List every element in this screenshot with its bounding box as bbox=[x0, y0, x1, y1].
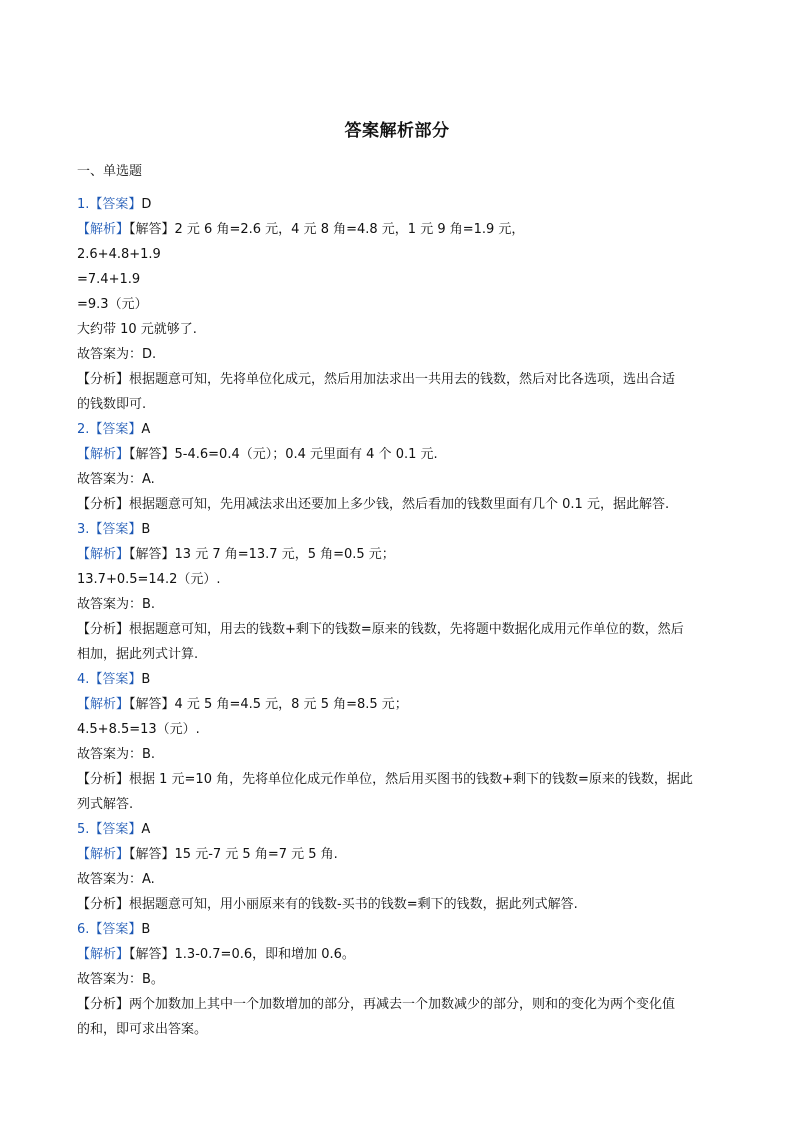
answer-tag: 3.【答案】 bbox=[77, 522, 142, 537]
line-text: 【解答】2 元 6 角=2.6 元，4 元 8 角=4.8 元，1 元 9 角=1.9 元， bbox=[129, 222, 525, 237]
text-line bbox=[77, 442, 722, 467]
answer-tag: 【解析】 bbox=[77, 847, 130, 862]
line-text: =7.4+1.9 bbox=[77, 272, 141, 287]
line-text: 故答案为：B。 bbox=[77, 972, 164, 987]
text-line bbox=[77, 617, 722, 642]
page-title: 答案解析部分 bbox=[344, 121, 450, 141]
text-line bbox=[77, 492, 722, 517]
line-text: =9.3（元） bbox=[77, 297, 148, 312]
answer-tag: 【解析】 bbox=[77, 947, 130, 962]
text-line bbox=[77, 467, 722, 492]
line-text: 的钱数即可. bbox=[77, 397, 147, 412]
text-line bbox=[77, 392, 722, 417]
line-text: 故答案为：A. bbox=[77, 872, 155, 887]
text-line bbox=[77, 417, 722, 442]
line-text: 大约带 10 元就够了. bbox=[77, 322, 197, 337]
answer-tag: 【解析】 bbox=[77, 447, 130, 462]
line-text: 2.6+4.8+1.9 bbox=[77, 247, 161, 262]
text-line bbox=[77, 217, 722, 242]
text-line bbox=[77, 967, 722, 992]
text-line bbox=[77, 942, 722, 967]
line-text: D bbox=[141, 197, 152, 212]
line-text: 【分析】根据 1 元=10 角，先将单位化成元作单位，然后用买图书的钱数+剩下的钱数=原来的钱数，据此 bbox=[77, 772, 693, 787]
text-line bbox=[77, 267, 722, 292]
line-text: 故答案为：D. bbox=[77, 347, 157, 362]
answer-tag: 【解析】 bbox=[77, 547, 130, 562]
text-line bbox=[77, 567, 722, 592]
line-text: 【分析】根据题意可知，用去的钱数+剩下的钱数=原来的钱数，先将题中数据化成用元作单位的数，然后 bbox=[77, 622, 684, 637]
line-text: 【分析】根据题意可知，先用减法求出还要加上多少钱，然后看加的钱数里面有几个 0.1 元，据此解答. bbox=[77, 497, 670, 512]
line-text: 列式解答. bbox=[77, 797, 134, 812]
section-heading: 一、单选题 bbox=[77, 164, 143, 179]
text-line bbox=[77, 742, 722, 767]
answer-tag: 5.【答案】 bbox=[77, 822, 142, 837]
line-text: 13.7+0.5=14.2（元）. bbox=[77, 572, 221, 587]
text-line bbox=[77, 342, 722, 367]
answer-lines bbox=[77, 192, 722, 1042]
line-text: 故答案为：A. bbox=[77, 472, 155, 487]
line-text: B bbox=[141, 922, 151, 937]
line-text: 【分析】两个加数加上其中一个加数增加的部分，再减去一个加数减少的部分，则和的变化为两个变化值 bbox=[77, 997, 676, 1012]
line-text: B bbox=[141, 672, 151, 687]
line-text: 【分析】根据题意可知，用小丽原来有的钱数-买书的钱数=剩下的钱数，据此列式解答. bbox=[77, 897, 578, 912]
answer-tag: 4.【答案】 bbox=[77, 672, 142, 687]
line-text: 【解答】5-4.6=0.4（元）；0.4 元里面有 4 个 0.1 元. bbox=[129, 447, 438, 462]
text-line bbox=[77, 767, 722, 792]
line-text: 故答案为：B. bbox=[77, 747, 156, 762]
line-text: 故答案为：B. bbox=[77, 597, 156, 612]
text-line bbox=[77, 717, 722, 742]
text-line bbox=[77, 517, 722, 542]
line-text: 【解答】15 元-7 元 5 角=7 元 5 角. bbox=[129, 847, 338, 862]
text-line bbox=[77, 642, 722, 667]
line-text: A bbox=[141, 822, 151, 837]
line-text: B bbox=[141, 522, 151, 537]
text-line bbox=[77, 917, 722, 942]
line-text: 相加，据此列式计算. bbox=[77, 647, 199, 662]
answer-tag: 6.【答案】 bbox=[77, 922, 142, 937]
line-text: 4.5+8.5=13（元）. bbox=[77, 722, 200, 737]
line-text: A bbox=[141, 422, 151, 437]
answer-tag: 【解析】 bbox=[77, 697, 130, 712]
text-line bbox=[77, 1017, 722, 1042]
text-line bbox=[77, 242, 722, 267]
text-line bbox=[77, 317, 722, 342]
text-line bbox=[77, 667, 722, 692]
answer-tag: 1.【答案】 bbox=[77, 197, 142, 212]
answer-tag: 【解析】 bbox=[77, 222, 130, 237]
text-line bbox=[77, 192, 722, 217]
text-line bbox=[77, 842, 722, 867]
text-line bbox=[77, 292, 722, 317]
text-line bbox=[77, 792, 722, 817]
line-text: 【分析】根据题意可知，先将单位化成元，然后用加法求出一共用去的钱数，然后对比各选项，选出合适 bbox=[77, 372, 676, 387]
text-line bbox=[77, 867, 722, 892]
text-line bbox=[77, 992, 722, 1017]
line-text: 的和，即可求出答案。 bbox=[77, 1022, 208, 1037]
line-text: 【解答】4 元 5 角=4.5 元，8 元 5 角=8.5 元； bbox=[129, 697, 408, 712]
text-line bbox=[77, 692, 722, 717]
text-line bbox=[77, 817, 722, 842]
text-line bbox=[77, 892, 722, 917]
line-text: 【解答】1.3-0.7=0.6，即和增加 0.6。 bbox=[129, 947, 355, 962]
text-line bbox=[77, 592, 722, 617]
answer-tag: 2.【答案】 bbox=[77, 422, 142, 437]
line-text: 【解答】13 元 7 角=13.7 元，5 角=0.5 元； bbox=[129, 547, 395, 562]
text-line bbox=[77, 542, 722, 567]
text-line bbox=[77, 367, 722, 392]
